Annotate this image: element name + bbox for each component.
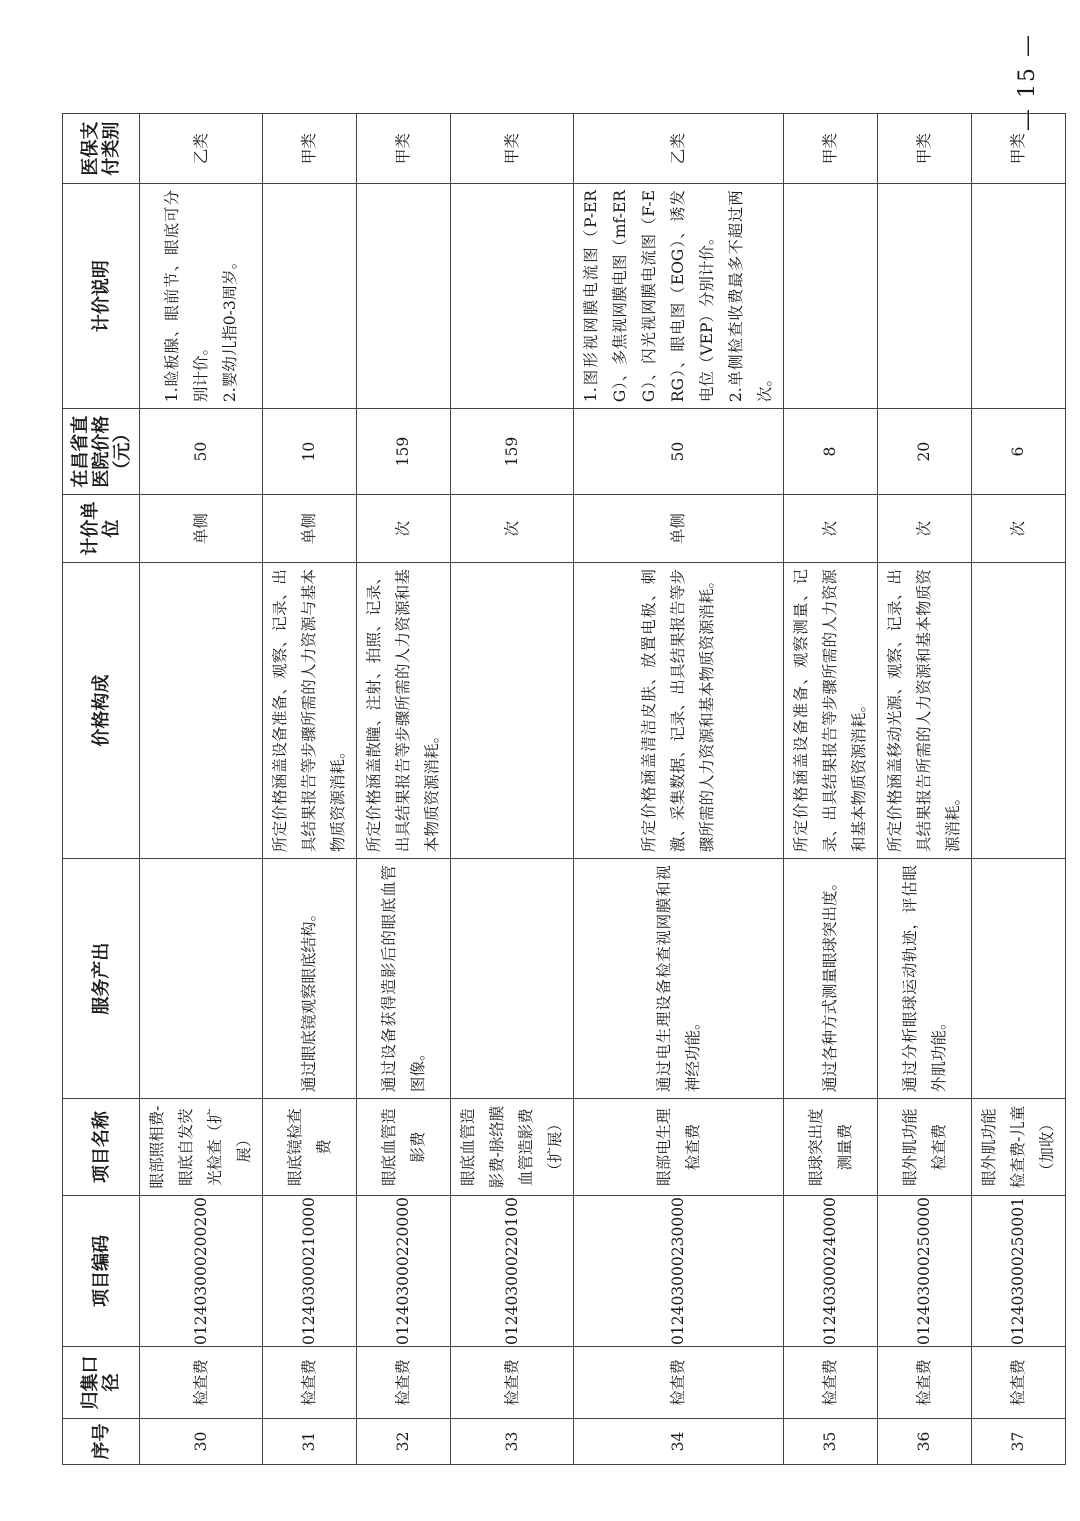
pricing-notes-cell (140, 184, 263, 409)
insurance-category-cell: 甲类 (878, 114, 972, 184)
page-number: — 15 — (1015, 33, 1040, 131)
item-code-cell: 012403000250001 (972, 1196, 1066, 1347)
item-name-cell: 眼部电生理检查费 (574, 1099, 784, 1196)
row-number: 33 (451, 1419, 574, 1465)
insurance-category-cell: 甲类 (357, 114, 451, 184)
row-number: 37 (972, 1419, 1066, 1465)
insurance-category-cell: 乙类 (574, 114, 784, 184)
pricing-note-line: 2.单侧检查收费最多不超过两次。 (727, 190, 774, 403)
row-number: 36 (878, 1419, 972, 1465)
service-output-cell: 通过眼底镜观察眼底结构。 (263, 859, 357, 1099)
category-cell: 检查费 (451, 1347, 574, 1419)
row-number: 30 (140, 1419, 263, 1465)
item-code-cell: 012403000200200 (140, 1196, 263, 1347)
unit-cell: 次 (451, 495, 574, 563)
table-row (574, 114, 784, 1465)
price-cell: 6 (972, 409, 1066, 495)
item-name-cell: 眼外肌功能检查费 (878, 1099, 972, 1196)
category-cell: 检查费 (357, 1347, 451, 1419)
price-cell: 10 (263, 409, 357, 495)
price-cell: 50 (574, 409, 784, 495)
item-code-cell: 012403000250000 (878, 1196, 972, 1347)
category-cell: 检查费 (972, 1347, 1066, 1419)
header-row (63, 114, 140, 1465)
insurance-category-cell: 甲类 (263, 114, 357, 184)
price-composition-cell: 所定价格涵盖移动光源、观察、记录、出具结果报告所需的人力资源和基本物质资源消耗。 (878, 563, 972, 859)
row-number: 35 (784, 1419, 878, 1465)
service-output-cell (972, 859, 1066, 1099)
service-output-cell: 通过电生理设备检查视网膜和视神经功能。 (574, 859, 784, 1099)
price-composition-cell (451, 563, 574, 859)
header-cell: 计价说明 (63, 184, 140, 409)
category-cell: 检查费 (878, 1347, 972, 1419)
table-row (263, 114, 357, 1465)
item-name-cell: 眼底血管造影费-脉络膜血管造影费（扩展） (451, 1099, 574, 1196)
pricing-notes-cell (263, 184, 357, 409)
table-row (972, 114, 1066, 1465)
item-name-cell: 眼球突出度测量费 (784, 1099, 878, 1196)
header-cell: 归集口径 (63, 1347, 140, 1419)
price-cell: 20 (878, 409, 972, 495)
pricing-notes-cell (878, 184, 972, 409)
service-output-cell: 通过各种方式测量眼球突出度。 (784, 859, 878, 1099)
table-row (140, 114, 263, 1465)
unit-cell: 单侧 (263, 495, 357, 563)
unit-cell: 次 (878, 495, 972, 563)
pricing-note-line: 2.婴幼儿指0-3周岁。 (220, 253, 239, 403)
table-row (784, 114, 878, 1465)
insurance-category-cell: 甲类 (451, 114, 574, 184)
table-row (357, 114, 451, 1465)
pricing-notes-cell (784, 184, 878, 409)
insurance-category-cell: 乙类 (140, 114, 263, 184)
item-name-cell: 眼部照相费-眼底自发荧光检查（扩展） (140, 1099, 263, 1196)
item-code-cell: 012403000220000 (357, 1196, 451, 1347)
row-number: 32 (357, 1419, 451, 1465)
table-row (878, 114, 972, 1465)
pricing-notes-cell (574, 184, 784, 409)
pricing-notes-cell (972, 184, 1066, 409)
pricing-notes-cell (357, 184, 451, 409)
header-cell: 服务产出 (63, 859, 140, 1099)
insurance-category-cell: 甲类 (784, 114, 878, 184)
item-name-cell: 眼底镜检查费 (263, 1099, 357, 1196)
price-composition-cell (972, 563, 1066, 859)
price-composition-cell: 所定价格涵盖散瞳、注射、拍照、记录、出具结果报告等步骤所需的人力资源和基本物质资源消耗。 (357, 563, 451, 859)
item-code-cell: 012403000230000 (574, 1196, 784, 1347)
service-output-cell (451, 859, 574, 1099)
price-cell: 50 (140, 409, 263, 495)
category-cell: 检查费 (263, 1347, 357, 1419)
row-number: 34 (574, 1419, 784, 1465)
row-number: 31 (263, 1419, 357, 1465)
unit-cell: 单侧 (140, 495, 263, 563)
header-cell: 序号 (63, 1419, 140, 1465)
item-name-cell: 眼底血管造影费 (357, 1099, 451, 1196)
unit-cell: 次 (357, 495, 451, 563)
pricing-note-line: 1.图形视网膜电流图（P-ERG）、多焦视网膜电图（mf-ERG）、闪光视网膜电流图（F-ERG）、眼电图（EOG）、诱发电位（VEP）分别计价。 (582, 190, 716, 403)
unit-cell: 次 (972, 495, 1066, 563)
insurance-category-cell: 甲类 (972, 114, 1066, 184)
service-output-cell: 通过分析眼球运动轨迹，评估眼外肌功能。 (878, 859, 972, 1099)
item-name-cell: 眼外肌功能检查费-儿童（加收） (972, 1099, 1066, 1196)
table-body (140, 114, 1066, 1465)
item-code-cell: 012403000220100 (451, 1196, 574, 1347)
price-cell: 159 (357, 409, 451, 495)
price-composition-cell (140, 563, 263, 859)
category-cell: 检查费 (574, 1347, 784, 1419)
price-composition-cell: 所定价格涵盖设备准备、观察、记录、出具结果报告等步骤所需的人力资源与基本物质资源消耗。 (263, 563, 357, 859)
header-cell: 在昌省直医院价格（元） (63, 409, 140, 495)
header-cell: 医保支付类别 (63, 114, 140, 184)
price-cell: 159 (451, 409, 574, 495)
category-cell: 检查费 (784, 1347, 878, 1419)
header-cell: 计价单位 (63, 495, 140, 563)
unit-cell: 单侧 (574, 495, 784, 563)
item-code-cell: 012403000210000 (263, 1196, 357, 1347)
pricing-note-line: 1.睑板腺、眼前节、眼底可分别计价。 (162, 190, 210, 403)
category-cell: 检查费 (140, 1347, 263, 1419)
header-cell: 项目名称 (63, 1099, 140, 1196)
unit-cell: 次 (784, 495, 878, 563)
price-cell: 8 (784, 409, 878, 495)
table-row (451, 114, 574, 1465)
header-cell: 项目编码 (63, 1196, 140, 1347)
pricing-notes-cell (451, 184, 574, 409)
item-code-cell: 012403000240000 (784, 1196, 878, 1347)
pricing-table (62, 113, 1066, 1465)
service-output-cell (140, 859, 263, 1099)
price-composition-cell: 所定价格涵盖设备准备、观察测量、记录、出具结果报告等步骤所需的人力资源和基本物质资源消耗。 (784, 563, 878, 859)
service-output-cell: 通过设备获得造影后的眼底血管图像。 (357, 859, 451, 1099)
price-composition-cell: 所定价格涵盖清洁皮肤、放置电极、刺激、采集数据、记录、出具结果报告等步骤所需的人力资源和基本物质资源消耗。 (574, 563, 784, 859)
header-cell: 价格构成 (63, 563, 140, 859)
